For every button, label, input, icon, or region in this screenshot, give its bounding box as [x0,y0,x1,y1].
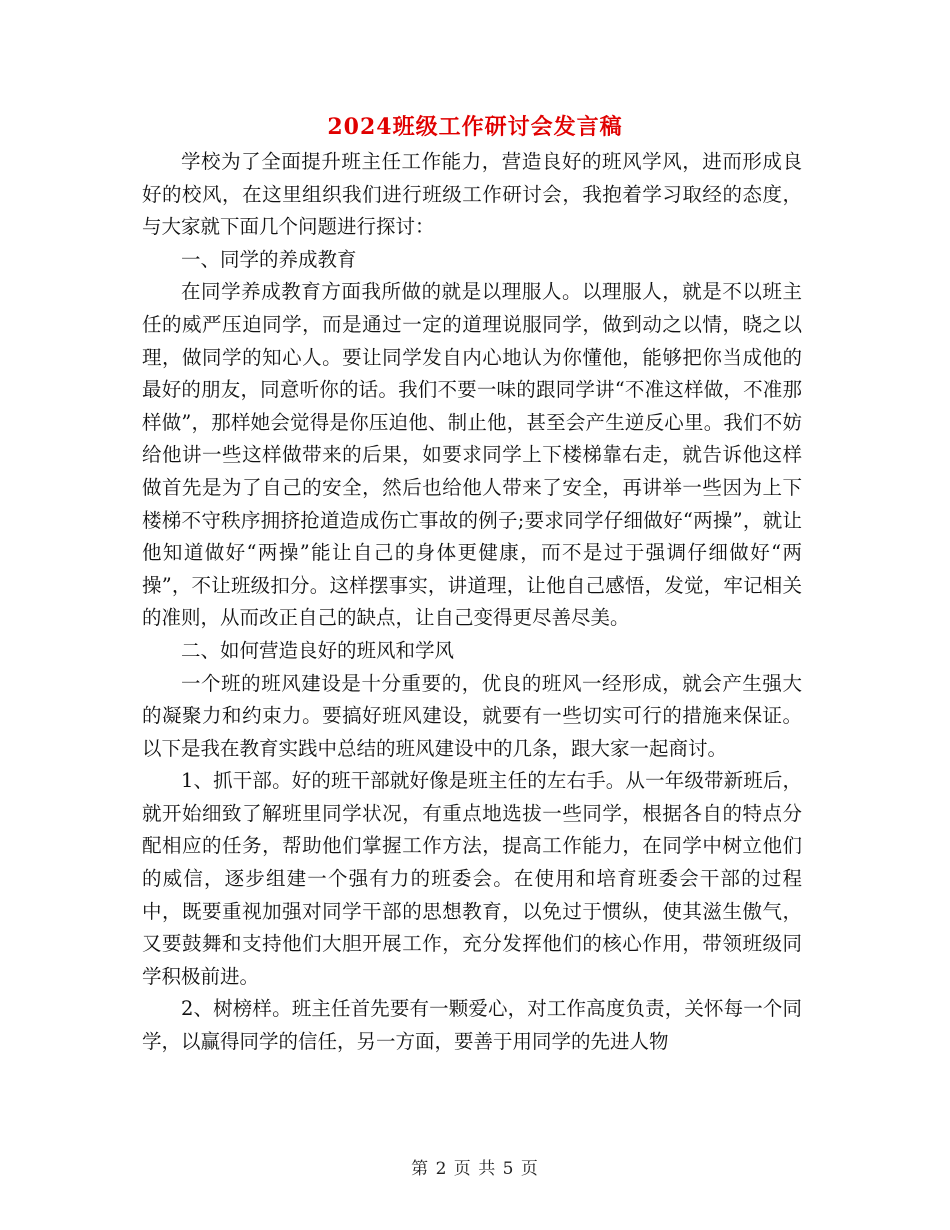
page-number-footer: 第 2 页 共 5 页 [411,1159,539,1179]
paragraph-item-2: 2、树榜样。班主任首先要有一颗爱心，对工作高度负责，关怀每一个同学，以赢得同学的信任，另一方面，要善于用同学的先进人物 [142,997,802,1054]
document-body [142,146,802,1059]
paragraph-section-1: 在同学养成教育方面我所做的就是以理服人。以理服人，就是不以班主任的威严压迫同学，而是通过一定的道理说服同学，做到动之以情，晓之以理，做同学的知心人。要让同学发自内心地认为你懂他，能够把你当成他的最好的朋友，同意听你的话。我们不要一味的跟同学讲“不准这样做，不准那样做”，那样她会觉得是你压迫他、制止他，甚至会产生逆反心里。我们不妨给他讲一些这样做带来的后果，如要求同学上下楼梯靠右走，就告诉他这样做首先是为了自己的安全，然后也给他人带来了安全，再讲举一些因为上下楼梯不守秩序拥挤抢道造成伤亡事故的例子;要求同学仔细做好“两操”，就让他知道做好“两操”能让自己的身体更健康，而不是过于强调仔细做好“两操”，不让班级扣分。这样摆事实，讲道理，让他自己感悟，发觉，牢记相关的准则，从而改正自己的缺点，让自己变得更尽善尽美。 [142,280,802,630]
paragraph-intro: 学校为了全面提升班主任工作能力，营造良好的班风学风，进而形成良好的校风，在这里组织我们进行班级工作研讨会，我抱着学习取经的态度，与大家就下面几个问题进行探讨： [142,150,802,239]
paragraph-section-2: 一个班的班风建设是十分重要的，优良的班风一经形成，就会产生强大的凝聚力和约束力。要搞好班风建设，就要有一些切实可行的措施来保证。以下是我在教育实践中总结的班风建设中的几条，跟大家一起商讨。 [142,671,802,760]
heading-section-1: 一、同学的养成教育 [181,247,357,271]
heading-section-2: 二、如何营造良好的班风和学风 [181,638,455,662]
document-title: 2024班级工作研讨会发言稿 [327,114,623,140]
paragraph-item-1: 1、抓干部。好的班干部就好像是班主任的左右手。从一年级带新班后，就开始细致了解班里同学状况，有重点地选拔一些同学，根据各自的特点分配相应的任务，帮助他们掌握工作方法，提高工作能力，在同学中树立他们的威信，逐步组建一个强有力的班委会。在使用和培育班委会干部的过程中，既要重视加强对同学干部的思想教育，以免过于惯纵，使其滋生傲气，又要鼓舞和支持他们大胆开展工作，充分发挥他们的核心作用，带领班级同学积极前进。 [142,769,802,988]
